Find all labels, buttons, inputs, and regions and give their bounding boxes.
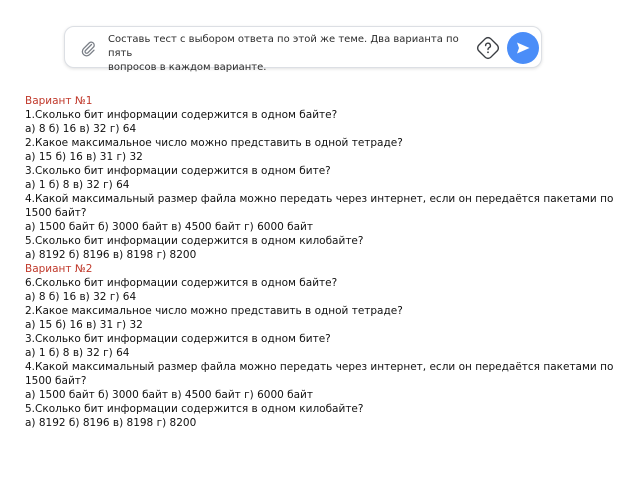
answer-line: а) 1500 байт б) 3000 байт в) 4500 байт г) 6000 байт [25, 221, 314, 233]
answer-line: 3.Сколько бит информации содержится в одном бите? [25, 333, 331, 345]
answer-line: 2.Какое максимальное число можно представить в одной тетраде? [25, 305, 403, 317]
answer-line: а) 8 б) 16 в) 32 г) 64 [25, 291, 137, 303]
answer-line: а) 1 б) 8 в) 32 г) 64 [25, 179, 130, 191]
paperclip-icon[interactable] [79, 39, 97, 57]
answer-line: 3.Сколько бит информации содержится в одном бите? [25, 165, 331, 177]
answer-line: 1500 байт? [25, 207, 87, 219]
answer-line: 4.Какой максимальный размер файла можно передать через интернет, если он передаётся пакетами по [25, 361, 614, 373]
answer-line: 6.Сколько бит информации содержится в одном байте? [25, 277, 338, 289]
answer-line: а) 1500 байт б) 3000 байт в) 4500 байт г) 6000 байт [25, 389, 314, 401]
send-button[interactable] [507, 32, 539, 64]
answer-text [25, 94, 640, 430]
variant-heading: Вариант №2 [25, 263, 93, 275]
send-arrow-icon [515, 40, 531, 56]
answer-line: а) 15 б) 16 в) 31 г) 32 [25, 151, 143, 163]
answer-line: 2.Какое максимальное число можно представить в одной тетраде? [25, 137, 403, 149]
answer-line: 1500 байт? [25, 375, 87, 387]
answer-line: 1.Сколько бит информации содержится в одном байте? [25, 109, 338, 121]
prompt-text[interactable]: Составь тест с выбором ответа по этой же теме. Два варианта по пять вопросов в каждом варианте. [108, 34, 459, 73]
answer-line: 4.Какой максимальный размер файла можно передать через интернет, если он передаётся пакетами по [25, 193, 614, 205]
answer-line: 5.Сколько бит информации содержится в одном килобайте? [25, 403, 364, 415]
answer-line: а) 8192 б) 8196 в) 8198 г) 8200 [25, 417, 197, 429]
answer-line: а) 8192 б) 8196 в) 8198 г) 8200 [25, 249, 197, 261]
variant-heading: Вариант №1 [25, 95, 93, 107]
question-icon[interactable] [477, 37, 499, 59]
answer-line: а) 8 б) 16 в) 32 г) 64 [25, 123, 137, 135]
prompt-bar[interactable] [64, 26, 542, 73]
answer-line: 5.Сколько бит информации содержится в одном килобайте? [25, 235, 364, 247]
answer-line: а) 15 б) 16 в) 31 г) 32 [25, 319, 143, 331]
answer-line: а) 1 б) 8 в) 32 г) 64 [25, 347, 130, 359]
